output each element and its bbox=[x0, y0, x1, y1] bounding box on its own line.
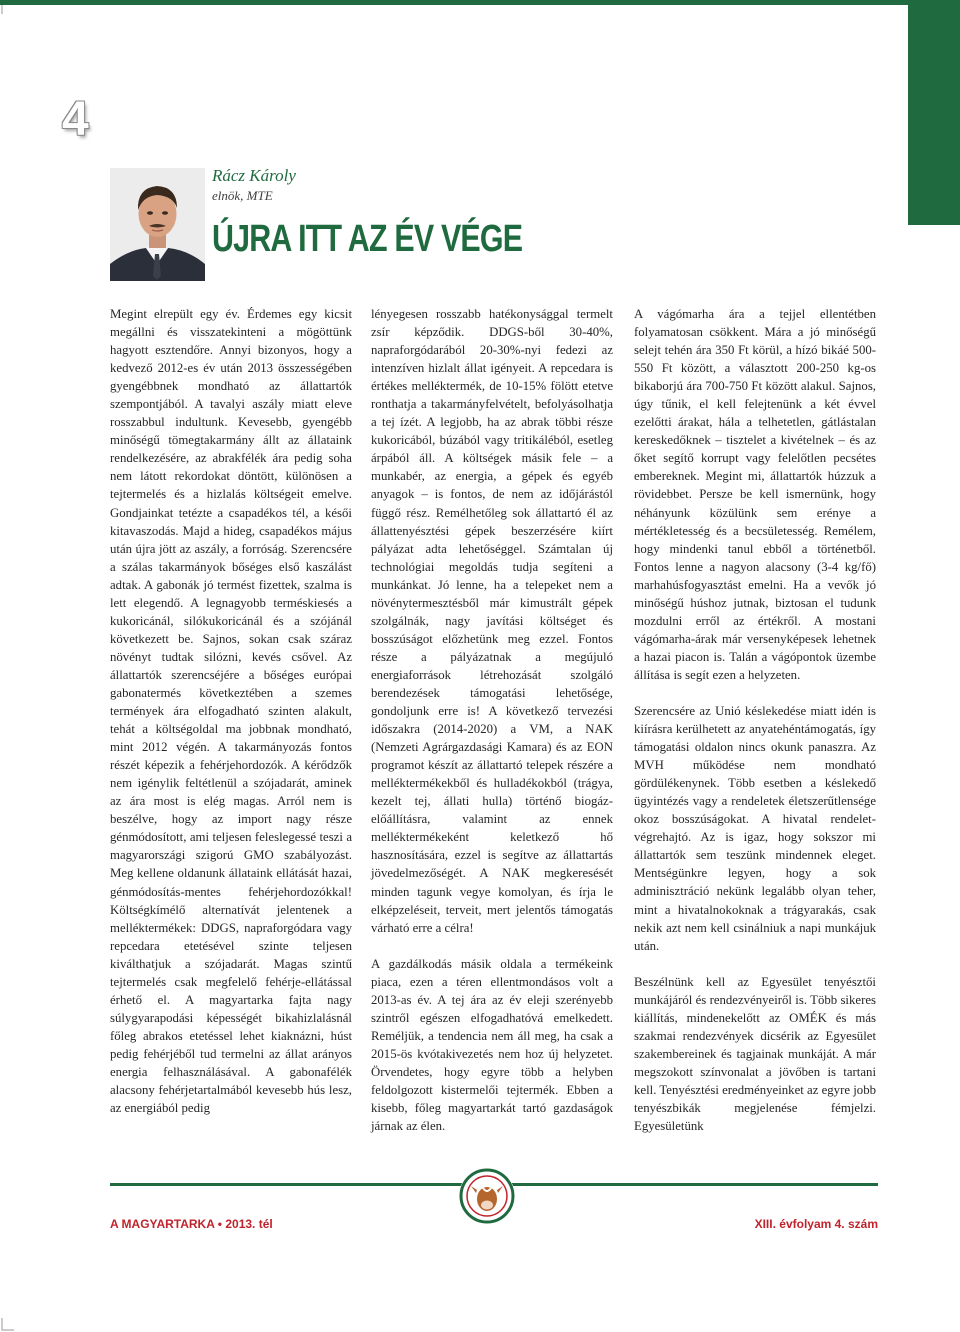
column-2-paragraph-2: A gazdálkodás másik oldala a termékeink piaca, ezen a téren ellentmondásos volt a 2013-as év. A tej ára az év eleji szerényebb szintről egészen elfogadhatóvá emelkedett. Reméljük, a tendencia nem áll meg, ha csak a 2015-ös kvótakivezetés nem hoz új helyzetet. Örvendetes, hogy egyre több a helyben feldolgozott kistermelői tejtermék. Ebben a kisebb, főleg magyartarkát tartó gazdaságok járnak az élen. bbox=[371, 956, 613, 1134]
author-title: elnök, MTE bbox=[212, 188, 273, 203]
column-3-paragraph-3: Beszélnünk kell az Egyesület tenyésztői munkájáról és rendezvényeiről is. Több sikeres kiállítás, mindenekelőtt az OMÉK és más szakmai rendezvények dicsérik az Egyesület szakembereinek és tagjainak munkáját. A már megszokott színvonalat a jövőben is tartani kell. Tenyésztési eredményeinket az egyre jobb tenyészbikák megjelenése fémjelzi. Egyesületünk bbox=[634, 974, 876, 1134]
article-column-2 bbox=[371, 305, 613, 1175]
column-1-paragraph-1: Megint elrepült egy év. Érdemes egy kicsit megállni és visszatekinteni a mögöttünk hagyott esztendőre. Annyi bizonyos, hogy a kedvező 2012-es év után 2013 összességében gyengébbnek mondható az állattartók szempontjából. A tavalyi aszály miatt eleve rosszabbul indultunk. Kevesebb, gyengébb minőségű tömegtakarmány állt az állataink rendelkezésére, az abrakfélék ára pedig soha nem látott rekordokat döntött, különösen a tejtermelés és a hizlalás költségeit emelve. Gondjainkat tetézte a csapadékos tél, a késői kitavaszodás. Majd a hideg, csapadékos május után újra jött az aszály, a forróság. Szerencsére a szálas takarmányok bőséges első kaszálást adtak. A gabonák jó termést fizettek, szalma is lett elegendő. A legnagyobb terméskiesés a kukoricánál, silókukoricánál és a szójánál következett be. Sajnos, sokan csak száraz növényt tudtak silózni, kevés csővel. Az állattartók szerencséjére a bőséges európai gabonatermés következtében a szemes termények ára elfogadható szinten alakult, tehát a költségoldal ma jobbnak mondható, mint 2012 végén. A takarmányozás fontos részét képezik a fehérjehordozók. A kérődzők nem igénylik feltétlenül a szójadarát, aminek az ára most is elég magas. Arról nem is beszélve, hogy az import nagy része génmódosított, ami teljesen feleslegessé teszi a magyarországi szigorú GMO szabályozást. Meg kellene oldanunk állataink ellátását hazai, génmódosítás-mentes fehérjehordozókkal! Költségkímélő alternatívát jelentenek a melléktermékek: DDGS, napraforgódara vagy repcedara etetésével szinte teljesen kiválthatjuk a szójadarát. Magas szintű tejtermelés csak megfelelő fehérje-ellátással érhető el. A magyartarka fajta nagy súlygyarapodási képességét bikahizlalásnál főleg abrakos etetéssel lehet kiaknázni, húst pedig fehérjéből tud termelni az állat arányos energia felhasználásával. A gabonafélék alacsony fehérjetartalmából kevesebb hús lesz, az energiából pedig bbox=[110, 307, 352, 1116]
author-name: Rácz Károly bbox=[212, 166, 296, 185]
footer-bullet: • bbox=[217, 1217, 222, 1231]
right-green-tab bbox=[908, 0, 960, 225]
footer-magazine-name: A MAGYARTARKA bbox=[110, 1217, 215, 1231]
footer-issue: 2013. tél bbox=[225, 1217, 273, 1231]
column-3-paragraph-1: A vágómarha ára a tejjel ellentétben folyamatosan csökkent. Mára a jó minőségű selejt tehén ára 350 Ft körül, a hízó bikáé 500-550 Ft között, a választott 200-250 kg-os bikaborjú ára 700-750 Ft között alakul. Sajnos, úgy tűnik, el kell felejtenünk a két évvel ezelőtti árakat, hála a telhetetlen, gátlástalan kereskedőknek – tisztelet a kivételnek – és az őket segítő korrupt vagy felelőtlen pecsétes embereknek. Megint mi, állattartók húzzuk a rövidebbet. Persze be kell ismernünk, hogy néhányunk közülünk sem erénye a mértékletesség és a becsületesség. Remélem, hogy mindenki tanul ebből a történetből. Fontos lenne a nagyon alacsony (3-4 kg/fő) marhahúsfogyasztást emelni. Ha a vevők jó minőségű húshoz jutnak, biztosan el tudunk mozdulni erről az értékről. A mostani vágómarha-árak már versenyképesek lehetnek a hazai piacon is. Talán a vágópontok üzembe állítása is segít ezen a helyzeten. bbox=[634, 307, 876, 682]
column-3-paragraph-2: Szerencsére az Unió késlekedése miatt idén is kiírásra kerülhetett az anyatehéntámogatás, így támogatási oldalon nincs okunk panaszra. Az MVH működése nem mondható gördülékenynek. Több esetben a késlekedő ügyintézés vagy a rendeletek életszerűtlensége okoz bosszúságokat. A hivatal rendelet-végrehajtó. Az is igaz, hogy sokszor mi állattartók sem teszünk mindennek eleget. Mentségünkre legyen, hogy a sok adminisztráció nekünk legalább olyan teher, mint a hivatalnokoknak a trágyarakás, csak nekik azt nem kell csinálniuk a napi munkájuk után. bbox=[634, 703, 876, 953]
page-number: 4 bbox=[62, 93, 89, 146]
author-portrait bbox=[110, 168, 205, 281]
crop-mark-bottom-left bbox=[0, 1318, 14, 1332]
portrait-illustration bbox=[110, 168, 205, 281]
footer-volume: XIII. évfolyam 4. szám bbox=[754, 1217, 878, 1231]
top-green-bar bbox=[0, 0, 960, 5]
article-column-1 bbox=[110, 305, 352, 1175]
article-column-3 bbox=[634, 305, 876, 1175]
footer-magazine-issue bbox=[110, 1217, 273, 1231]
cow-logo-icon bbox=[459, 1168, 515, 1224]
article-headline: ÚJRA ITT AZ ÉV VÉGE bbox=[212, 218, 523, 260]
column-2-paragraph-1: lényegesen rosszabb hatékonysággal termelt zsír képződik. DDGS-ből 30-40%, napraforgódarából 20-30%-nyi fedezi az intenzíven hizlalt állat igényeit. A repcedara is értékes melléktermék, de 10-15% fölött etetve ronthatja a takarmányfelvételt, befolyásolhatja a tej ízét. A legjobb, ha az abrak többi része kukoricából, búzából vagy tritikáléból, esetleg árpából áll. A költségek másik fele – a munkabér, az energia, a gépek és egyéb anyagok – is fontos, de nem az időjárástól függő rész. Remélhetőleg sok állattartó él az állattenyésztési gépek beszerzésére kiírt pályázat adta lehetőséggel. Számtalan új technológiai megoldás tudja segíteni a munkánkat. Jó lenne, ha a telepeket nem a növénytermesztésből már kimustrált gépek szolgálnák, nagy javítási költséget és bosszúságot előzhetünk meg ezzel. Fontos része a pályázatnak a megújuló energiaforrások létrehozását szolgáló berendezések támogatási lehetősége, gondoljunk erre is! A következő tervezési időszakra (2014-2020) a VM, a NAK (Nemzeti Agrárgazdasági Kamara) és az EON programot készít az állattartó telepek részére a melléktermékekből és hulladékokból (trágya, kezelt tej, állati hulla) történő biogáz-előállításra, valamint az ennek melléktermékeként keletkező hő hasznosítására, ezzel is segítve az állattartás jövedelmezőségét. A NAK megkeresését minden tagunk vegye komolyan, és írja le elképzeléseit, terveit, mert jelentős támogatás várható erre a célra! bbox=[371, 307, 613, 935]
association-logo bbox=[459, 1168, 515, 1224]
